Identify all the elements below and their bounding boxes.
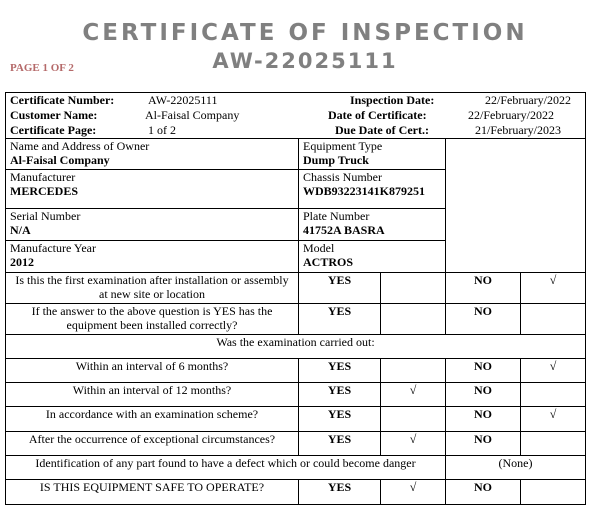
serial-value: N/A: [10, 223, 31, 237]
plate-label: Plate Number: [303, 209, 370, 223]
yes-check-cell: [381, 407, 446, 432]
question-row: [6, 359, 586, 383]
no-label: NO: [446, 304, 521, 335]
page-label: PAGE 1 OF 2: [10, 62, 74, 74]
no-check-mark: √: [521, 273, 586, 304]
header-row: [6, 93, 586, 139]
yes-label: YES: [299, 432, 381, 456]
due-date-label: Due Date of Cert.:: [335, 123, 429, 137]
owner-value: Al-Faisal Company: [10, 153, 110, 167]
certificate-number: AW-22025111: [148, 93, 218, 107]
no-label: NO: [446, 359, 521, 383]
question-interval-6-months: Within an interval of 6 months?: [6, 359, 299, 383]
question-row: [6, 273, 586, 304]
owner-cell: [6, 139, 299, 170]
blank-info-cell: [446, 139, 586, 273]
no-label: NO: [446, 273, 521, 304]
no-label: NO: [446, 407, 521, 432]
question-safe-to-operate: IS THIS EQUIPMENT SAFE TO OPERATE?: [6, 480, 299, 505]
yes-check-cell: [381, 304, 446, 335]
question-defect-identification: Identification of any part found to have a defect which or could become danger: [6, 456, 446, 480]
defect-answer: (None): [446, 456, 586, 480]
yes-check-cell: [381, 359, 446, 383]
question-row: [6, 304, 586, 335]
question-row: [6, 456, 586, 480]
certificate-page: 1 of 2: [148, 123, 176, 137]
no-label: NO: [446, 480, 521, 505]
date-of-certificate-label: Date of Certificate:: [328, 108, 427, 122]
no-label: NO: [446, 383, 521, 407]
manufacturer-cell: [6, 170, 299, 209]
year-label: Manufacture Year: [10, 241, 96, 255]
question-installed-correctly: If the answer to the above question is YES has the equipment been installed correctly?: [6, 304, 299, 335]
chassis-cell: [299, 170, 446, 209]
yes-label: YES: [299, 480, 381, 505]
manufacturer-value: MERCEDES: [10, 184, 79, 198]
certificate-table: [5, 92, 586, 505]
document-title: CERTIFICATE OF INSPECTION: [82, 20, 528, 46]
yes-check-cell: [381, 273, 446, 304]
model-value: ACTROS: [303, 255, 354, 269]
inspection-date-label: Inspection Date:: [350, 93, 435, 107]
inspection-date: 22/February/2022: [485, 93, 571, 107]
chassis-label: Chassis Number: [303, 170, 382, 184]
no-check-cell: [521, 432, 586, 456]
customer-name: Al-Faisal Company: [145, 108, 240, 122]
question-row: [6, 432, 586, 456]
serial-label: Serial Number: [10, 209, 81, 223]
no-check-cell: [521, 480, 586, 505]
year-value: 2012: [10, 255, 34, 269]
question-row: [6, 383, 586, 407]
header-block: [6, 93, 586, 139]
equipment-type-label: Equipment Type: [303, 139, 383, 153]
plate-value: 41752A BASRA: [303, 223, 385, 237]
yes-check-mark: √: [381, 480, 446, 505]
yes-label: YES: [299, 273, 381, 304]
year-cell: [6, 241, 299, 273]
no-check-mark: √: [521, 407, 586, 432]
yes-label: YES: [299, 359, 381, 383]
no-check-cell: [521, 383, 586, 407]
owner-label: Name and Address of Owner: [10, 139, 150, 153]
no-check-cell: [521, 304, 586, 335]
yes-label: YES: [299, 304, 381, 335]
certificate-code-title: AW-22025111: [212, 49, 398, 73]
question-first-examination: Is this the first examination after installation or assembly at new site or location: [6, 273, 299, 304]
question-exceptional-circumstances: After the occurrence of exceptional circumstances?: [6, 432, 299, 456]
due-date: 21/February/2023: [475, 123, 561, 137]
plate-cell: [299, 209, 446, 241]
certificate-number-label: Certificate Number:: [10, 93, 115, 107]
no-label: NO: [446, 432, 521, 456]
equipment-type-value: Dump Truck: [303, 153, 369, 167]
date-of-certificate: 22/February/2022: [468, 108, 554, 122]
question-interval-12-months: Within an interval of 12 months?: [6, 383, 299, 407]
no-check-mark: √: [521, 359, 586, 383]
question-row: [6, 407, 586, 432]
section-examination-carried-out: Was the examination carried out:: [6, 335, 586, 359]
chassis-value: WDB93223141K879251: [303, 184, 426, 198]
manufacturer-label: Manufacturer: [10, 170, 76, 184]
yes-check-mark: √: [381, 383, 446, 407]
section-row: [6, 335, 586, 359]
serial-cell: [6, 209, 299, 241]
certificate-page-label: Certificate Page:: [10, 123, 97, 137]
info-row-owner: [6, 139, 586, 170]
yes-label: YES: [299, 407, 381, 432]
equipment-type-cell: [299, 139, 446, 170]
model-label: Model: [303, 241, 335, 255]
model-cell: [299, 241, 446, 273]
question-row: [6, 480, 586, 505]
yes-label: YES: [299, 383, 381, 407]
question-examination-scheme: In accordance with an examination scheme?: [6, 407, 299, 432]
yes-check-mark: √: [381, 432, 446, 456]
customer-name-label: Customer Name:: [10, 108, 98, 122]
